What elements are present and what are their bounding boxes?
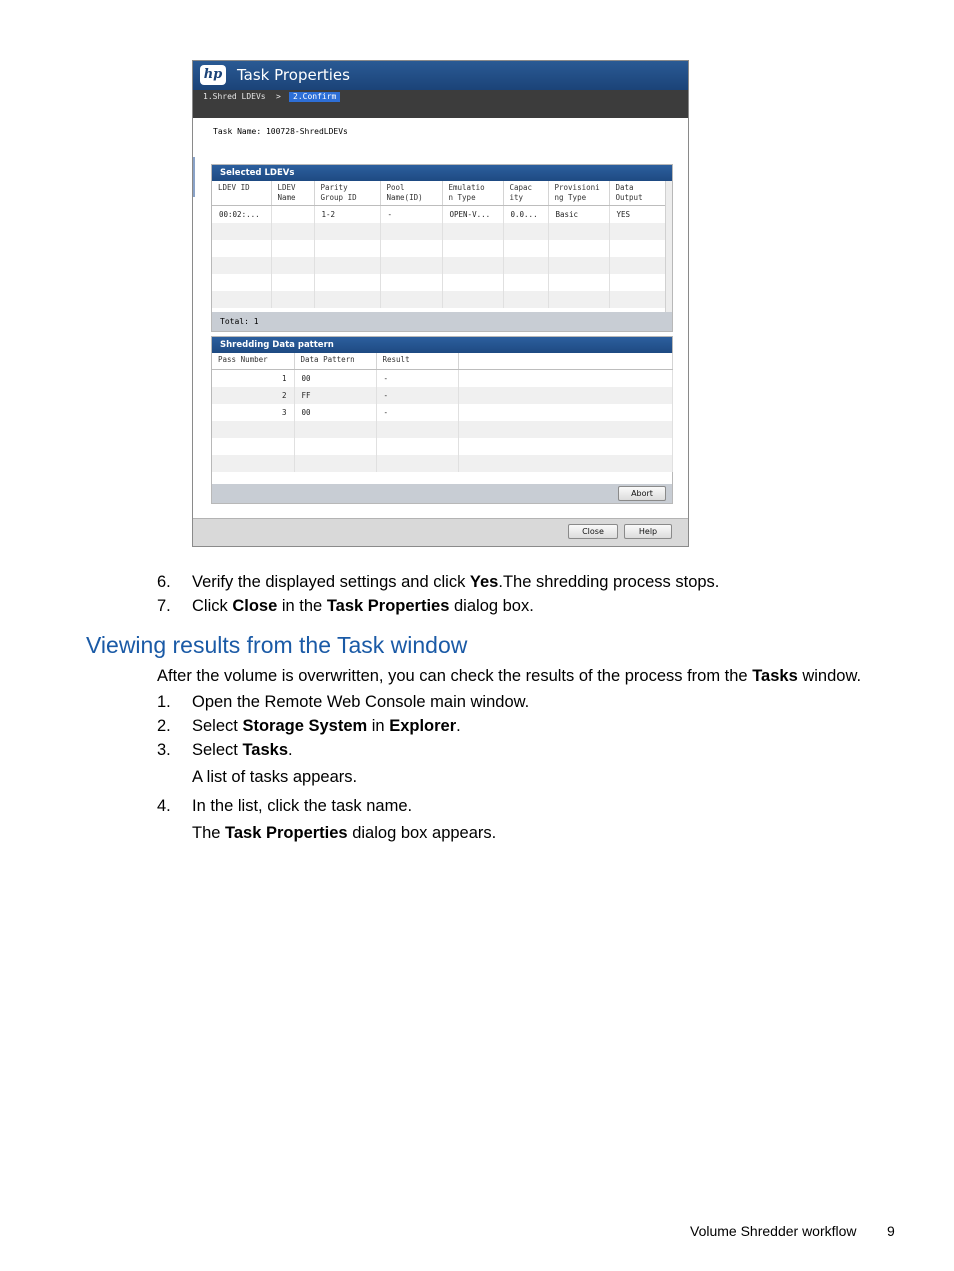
step-6-text: Verify the displayed settings and click Yes.The shredding process stops.	[192, 573, 720, 591]
pattern-cell: 1	[212, 370, 294, 388]
wizard-breadcrumb	[193, 90, 688, 118]
selected-ldevs-heading: Selected LDEVs	[212, 165, 672, 181]
ldev-cell	[314, 240, 380, 257]
ldev-cell	[548, 223, 609, 240]
hp-logo-icon: hp	[200, 65, 226, 85]
breadcrumb-step-confirm[interactable]: 2.Confirm	[289, 92, 340, 102]
section-heading: Viewing results from the Task window	[86, 632, 468, 658]
section-step-4-number: 4.	[157, 797, 171, 815]
pattern-cell	[458, 370, 672, 388]
ldev-cell	[271, 223, 314, 240]
pattern-footer-bar	[212, 484, 672, 503]
ldev-cell	[380, 291, 442, 308]
ldev-cell	[212, 240, 271, 257]
section-step-3-text: Select Tasks.	[192, 741, 293, 759]
ldev-column-header[interactable]: Provisioni ng Type	[548, 181, 609, 206]
ldev-cell	[314, 291, 380, 308]
window-title: Task Properties	[237, 66, 350, 84]
ldev-cell: 1-2	[314, 206, 380, 224]
ldev-cell	[442, 257, 503, 274]
pattern-cell: -	[376, 404, 458, 421]
ldev-cell	[380, 223, 442, 240]
ldev-cell	[548, 240, 609, 257]
ldev-cell	[548, 274, 609, 291]
footer-title: Volume Shredder workflow	[690, 1223, 857, 1239]
ldev-cell	[314, 274, 380, 291]
ldev-column-header[interactable]: Parity Group ID	[314, 181, 380, 206]
ldev-cell	[212, 274, 271, 291]
pattern-cell: -	[376, 387, 458, 404]
page-number: 9	[887, 1223, 895, 1239]
pattern-cell	[458, 387, 672, 404]
ldev-cell: 0.0...	[503, 206, 548, 224]
ldev-column-header[interactable]: Capac ity	[503, 181, 548, 206]
ldev-cell	[212, 257, 271, 274]
pattern-cell	[294, 438, 376, 455]
ldev-cell	[314, 257, 380, 274]
ldev-cell	[609, 240, 666, 257]
window-edge-strip	[193, 157, 195, 197]
ldev-cell	[380, 240, 442, 257]
ldev-cell	[212, 223, 271, 240]
ldev-cell	[271, 274, 314, 291]
pattern-cell	[376, 455, 458, 472]
pattern-column-header[interactable]	[458, 353, 672, 370]
ldev-column-header[interactable]: Data Output	[609, 181, 666, 206]
step-7-text: Click Close in the Task Properties dialog box.	[192, 597, 534, 615]
pattern-column-header[interactable]: Data Pattern	[294, 353, 376, 370]
selected-ldevs-table	[212, 181, 667, 308]
pattern-cell	[212, 421, 294, 438]
ldev-cell	[503, 274, 548, 291]
section-intro: After the volume is overwritten, you can check the results of the process from the Tasks window.	[157, 667, 862, 685]
ldev-cell: YES	[609, 206, 666, 224]
pattern-cell	[458, 438, 672, 455]
ldev-cell	[503, 257, 548, 274]
table-row	[212, 421, 672, 438]
ldev-cell	[271, 257, 314, 274]
close-button[interactable]: Close	[568, 524, 618, 539]
pattern-cell: 2	[212, 387, 294, 404]
ldev-cell	[380, 257, 442, 274]
breadcrumb-separator: >	[276, 92, 281, 101]
section-step-1-text: Open the Remote Web Console main window.	[192, 693, 530, 711]
table-row	[212, 274, 666, 291]
ldev-cell: 00:02:...	[212, 206, 271, 224]
table-row	[212, 455, 672, 472]
section-step-4-note: The Task Properties dialog box appears.	[192, 824, 497, 842]
table-row[interactable]	[212, 370, 672, 388]
ldev-cell	[380, 274, 442, 291]
ldev-table-scrollbar[interactable]	[665, 181, 672, 312]
ldev-cell	[212, 291, 271, 308]
ldev-cell	[314, 223, 380, 240]
pattern-cell	[294, 421, 376, 438]
ldev-cell	[271, 291, 314, 308]
table-row	[212, 257, 666, 274]
selected-ldevs-panel	[211, 164, 673, 332]
section-step-2-text: Select Storage System in Explorer.	[192, 717, 461, 735]
ldev-cell	[503, 223, 548, 240]
ldev-column-header[interactable]: Emulatio n Type	[442, 181, 503, 206]
ldev-cell	[503, 291, 548, 308]
table-row[interactable]	[212, 404, 672, 421]
step-7-number: 7.	[157, 597, 171, 615]
section-step-4-text: In the list, click the task name.	[192, 797, 413, 815]
section-step-3-number: 3.	[157, 741, 171, 759]
ldev-cell	[548, 291, 609, 308]
ldev-cell: Basic	[548, 206, 609, 224]
pattern-cell	[294, 455, 376, 472]
ldev-cell	[271, 240, 314, 257]
section-step-2-number: 2.	[157, 717, 171, 735]
shredding-pattern-table	[212, 353, 673, 472]
table-row	[212, 438, 672, 455]
shredding-pattern-heading: Shredding Data pattern	[212, 337, 672, 353]
ldev-cell	[609, 257, 666, 274]
task-name-label: Task Name: 100728-ShredLDEVs	[213, 127, 348, 136]
dialog-footer	[193, 518, 688, 546]
ldev-column-header[interactable]: LDEV ID	[212, 181, 271, 206]
pattern-column-header[interactable]: Pass Number	[212, 353, 294, 370]
shredding-pattern-panel	[211, 336, 673, 504]
pattern-cell	[376, 421, 458, 438]
table-row	[212, 291, 666, 308]
task-properties-window	[192, 60, 689, 547]
pattern-cell	[376, 438, 458, 455]
ldev-column-header[interactable]: LDEV Name	[271, 181, 314, 206]
ldev-total: Total: 1	[212, 312, 672, 331]
ldev-cell	[609, 274, 666, 291]
breadcrumb-step-shred-ldevs[interactable]: 1.Shred LDEVs	[203, 92, 266, 101]
pattern-cell: -	[376, 370, 458, 388]
ldev-cell	[442, 240, 503, 257]
ldev-cell	[548, 257, 609, 274]
abort-button[interactable]: Abort	[618, 486, 666, 501]
pattern-cell	[212, 438, 294, 455]
window-title-bar	[193, 61, 688, 90]
step-6-number: 6.	[157, 573, 171, 591]
ldev-cell	[609, 291, 666, 308]
ldev-column-header[interactable]: Pool Name(ID)	[380, 181, 442, 206]
ldev-cell: -	[380, 206, 442, 224]
pattern-cell	[458, 421, 672, 438]
table-row	[212, 223, 666, 240]
ldev-cell	[271, 206, 314, 224]
ldev-cell	[442, 223, 503, 240]
ldev-cell	[503, 240, 548, 257]
pattern-cell	[458, 404, 672, 421]
ldev-cell	[442, 291, 503, 308]
table-row[interactable]	[212, 206, 666, 224]
pattern-column-header[interactable]: Result	[376, 353, 458, 370]
pattern-cell	[458, 455, 672, 472]
table-row[interactable]	[212, 387, 672, 404]
section-step-3-note: A list of tasks appears.	[192, 768, 358, 786]
section-step-1-number: 1.	[157, 693, 171, 711]
pattern-cell: 3	[212, 404, 294, 421]
table-row	[212, 240, 666, 257]
ldev-cell	[442, 274, 503, 291]
pattern-cell: 00	[294, 370, 376, 388]
ldev-cell	[609, 223, 666, 240]
pattern-cell: FF	[294, 387, 376, 404]
help-button[interactable]: Help	[624, 524, 672, 539]
pattern-cell: 00	[294, 404, 376, 421]
ldev-cell: OPEN-V...	[442, 206, 503, 224]
pattern-cell	[212, 455, 294, 472]
